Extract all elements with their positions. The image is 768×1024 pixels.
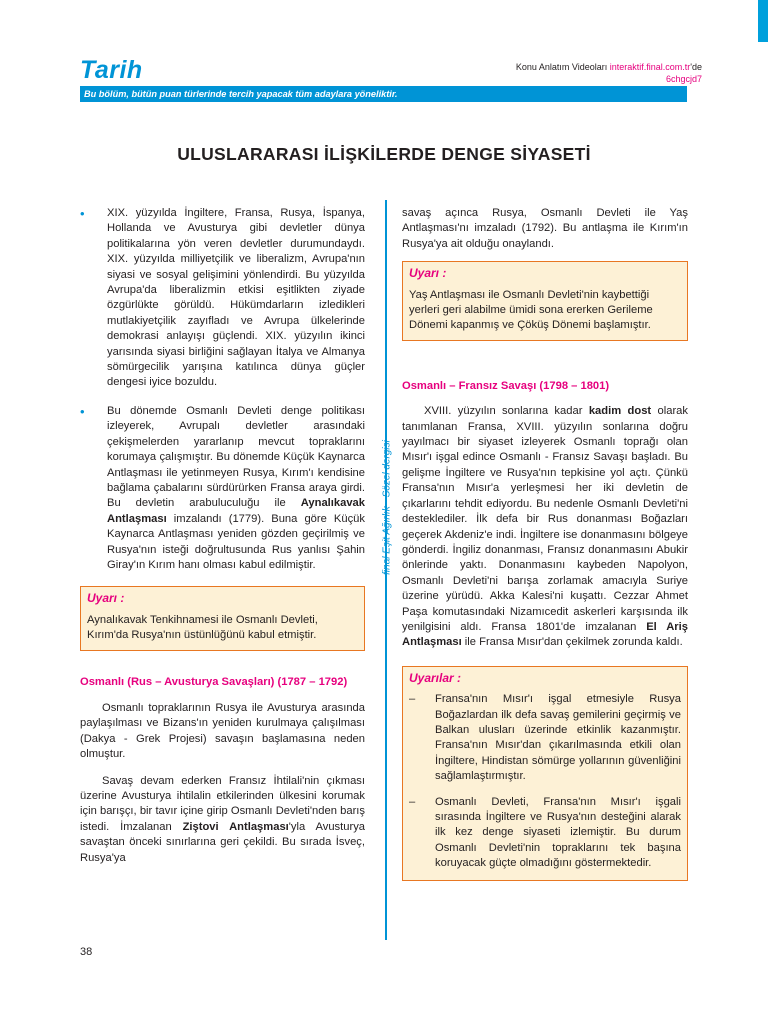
bullet-paragraph <box>80 404 365 573</box>
page-number: 38 <box>80 946 93 958</box>
side-label-text: final Eşit Ağırlık - Sözel dergisi <box>381 440 393 575</box>
section-heading: Osmanlı (Rus – Avusturya Savaşları) (1787 – 1792) <box>80 675 348 688</box>
left-column <box>80 206 365 866</box>
body-paragraph: Osmanlı topraklarının Rusya ile Avusturya arasında paylaşılması ve Bizans'ın yeniden kurulmaya çalışılması (Dakya - Grek Projesi) savaşın başlamasına neden olmuştur. <box>80 701 365 761</box>
warning-box <box>80 586 365 650</box>
text-run: ile Fransa Mısır'dan çekilmek zorunda kaldı. <box>461 636 683 649</box>
body-paragraph <box>80 774 365 866</box>
warning-text: Yaş Antlaşması ile Osmanlı Devleti'nin kaybettiği yerleri geri alabilme ümidi sona ererken Gerileme Dönemi kapanmış ve Çöküş Dönemi başlamıştır. <box>409 288 653 332</box>
video-code: 6chgcjd7 <box>665 74 702 84</box>
warning-title: Uyarı : <box>87 591 125 606</box>
warning-item-text: Fransa'nın Mısır'ı işgal etmesiyle Rusya Boğazlardan ilk defa savaş gemilerini geçirmiş ve Balkan ulusları üzerinde etkinlik kazanmıştır. Fransa'nın Mısır'dan çıkarılmasında etkili olan İngiltere, Hindistan sömürge yollarının güvenliğini sağlamlaştırmıştır. <box>435 693 681 783</box>
text-run: Savaş devam ederken Fransız İhtilali'nin çıkması üzerine Avusturya ihtilalin etkilerinden ülkesini korumak için barışçı, bir tavır içine girip Osmanlı Devleti'nden barış istedi. İmzalanan <box>80 774 365 833</box>
bullet-paragraph <box>80 206 365 391</box>
section-heading: Osmanlı – Fransız Savaşı (1798 – 1801) <box>402 379 610 392</box>
bullet-text: XIX. yüzyılda İngiltere, Fransa, Rusya, İspanya, Hollanda ve Avusturya gibi devletler dünya politikalarına yön veren devletler durumundaydı. XIX. yüzyılda milliyetçilik ve liberalizm, Avrupa'nın siyasi ve sosyal gelişimini yönlendirdi. Bu yüzyılda Avrupa'da liberalizmin etkisi eşitlikten ziyade özgürlükte görüldü. Hükümdarların izledikleri mutlakiyetçilik zayıfladı ve Avrupa ülkelerinde demokrasi anlayışı güçlendi. XIX. yüzyılın ikinci yarısında siyasi birliğini sağlayan İtalya ve Almanya sömürgecilik yarışına katılınca dünya güçler dengesi iyice bozuldu. <box>107 207 365 389</box>
dash-marker: – <box>409 693 416 706</box>
body-paragraph: savaş açınca Rusya, Osmanlı Devleti ile Yaş Antlaşması'nı imzaladı (1792). Bu antlaşma ile Kırım'ın Rusya'ya ait olduğu onaylandı. <box>402 207 688 250</box>
text-run: 'yla Avusturya savaştan önceki sınırlarına geri çekildi. Bu sırada İsveç, Rusya'ya <box>80 820 366 864</box>
bullet-text: imzalandı (1779). Buna göre Küçük Kaynarca Antlaşması yeniden gözden geçirilmiş ve Rusya'nın isteği doğrultusunda Rus yanlısı Şahin Giray'ın Kırım hanı olması kabul edilmiştir. <box>107 512 365 571</box>
warnings-title: Uyarılar : <box>409 670 462 685</box>
corner-tab <box>758 0 768 42</box>
warning-text: Aynalıkavak Tenkihnamesi ile Osmanlı Devleti, Kırım'da Rusya'nın üstünlüğünü kabul etmiştir. <box>87 613 318 642</box>
bold-term: Aynalıkavak Antlaşması <box>107 497 365 525</box>
warning-list-item <box>409 692 681 784</box>
bullet-text: Bu dönemde Osmanlı Devleti denge politikası izleyerek, Avrupalı devletler arasındaki çekişmelerden yararlanıp mevcut topraklarını korumaya çalışmıştır. Bu dönemde Küçük Kaynarca Antlaşması ile yetinmeyen Rusya, Kırım'ı kendisine bağlama çabalarını sürdürürken Fransa araya girdi. Bu devletin arabuluculuğu ile <box>107 404 365 510</box>
video-prefix: Konu Anlatım Videoları <box>515 62 610 72</box>
dash-marker: – <box>409 795 416 808</box>
warning-item-text: Osmanlı Devleti, Fransa'nın Mısır'ı işgali sırasında İngiltere ve Rusya'nın desteğini alarak ilk kez denge siyaseti izlemiştir. Bu durum Osmanlı Devleti'nin topraklarını tek başına koruyacak güçte olmadığını göstermektedir. <box>435 795 681 870</box>
bold-term: kadim dost <box>588 405 652 418</box>
text-run: olarak tanımlanan Fransa, XVIII. yüzyılın sonlarına doğru yayılmacı bir siyaset izleyerek Osmanlı toprağı olan Mısır'ı işgal edince Osmanlı - Fransız Savaşı başladı. Bu gelişme İngiltere ve Rusya'nın tepkisine yol açtı. Çünkü Fransa'nın Mısır'a yerleşmesi her iki devletin de çıkarlarını tehdit ediyordu. Bu nedenle Osmanlı Devleti'ni desteklediler. İlk defa bir Rus donanması Boğazları geçerek Akdeniz'e indi. İngiltere ise donanmasını bölgeye gönderdi. İngiliz donanması, Fransız donanmasını Abukir önlerinde yaktı. Donanmasını kaybeden Napolyon, Osmanlı Devleti'ni barışa zorlamak amacıyla Suriye üzerine yürüdü. Akka Kalesi'ni kuşattı. Cezzar Ahmet Paşa komutasındaki Nizamıcedit askerleri karşısında ilk yenilgisini aldı. Fransa 1801'de imzalanan <box>402 405 688 633</box>
subject-title: Tarih <box>80 56 143 84</box>
warnings-box <box>402 666 688 881</box>
video-link[interactable]: interaktif.final.com.tr <box>609 62 691 72</box>
bullet-icon: • <box>80 206 85 221</box>
bold-term: Ziştovi Antlaşması <box>182 820 289 833</box>
video-suffix: 'de <box>690 62 702 72</box>
bold-term: El Ariş Antlaşması <box>402 620 688 649</box>
page-title: ULUSLARARASI İLİŞKİLERDE DENGE SİYASETİ <box>177 144 591 164</box>
text-run: XVIII. yüzyılın sonlarına kadar <box>424 405 589 418</box>
warning-title: Uyarı : <box>409 266 447 281</box>
right-column <box>402 206 688 881</box>
bullet-icon: • <box>80 403 85 419</box>
body-paragraph <box>402 404 688 651</box>
warning-box <box>402 261 688 341</box>
side-label <box>378 410 396 610</box>
warning-list-item <box>409 795 681 872</box>
header-subtitle: Bu bölüm, bütün puan türlerinde tercih yapacak tüm adaylara yöneliktir. <box>84 89 398 99</box>
video-info <box>516 61 702 85</box>
